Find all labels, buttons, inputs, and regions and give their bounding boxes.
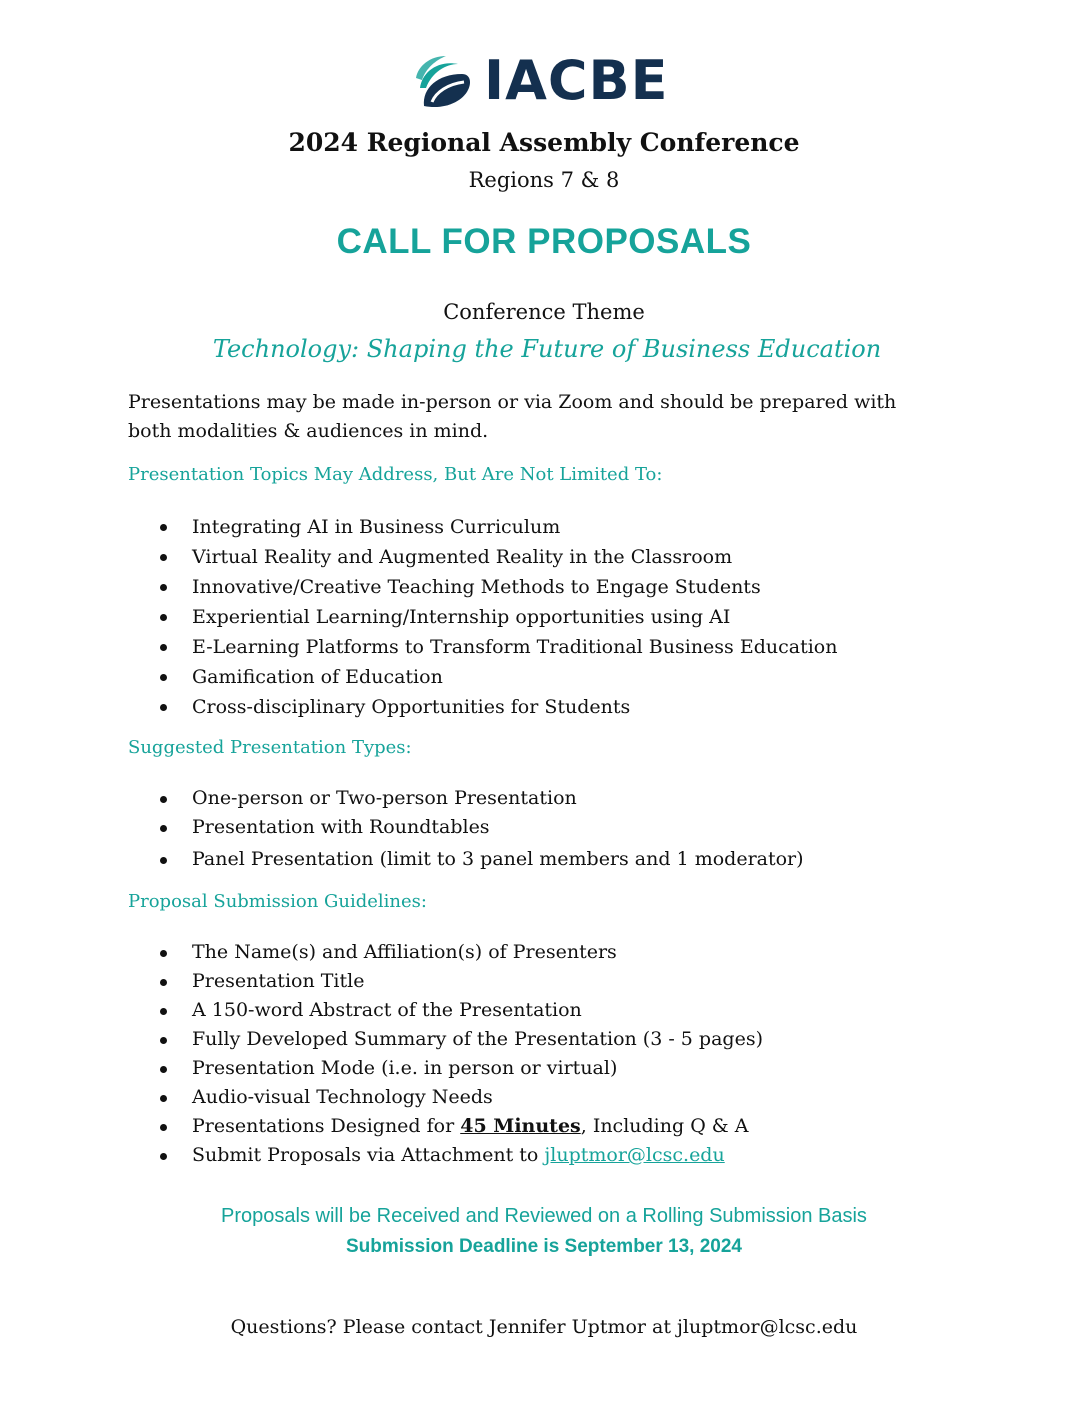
list-item-submit [160,1141,763,1170]
list-item: The Name(s) and Affiliation(s) of Presenters [160,938,763,967]
topics-heading: Presentation Topics May Address, But Are Not Limited To: [128,464,663,485]
conference-theme: Technology: Shaping the Future of Business Education [212,335,882,363]
conference-title: 2024 Regional Assembly Conference [288,128,800,157]
list-item: Virtual Reality and Augmented Reality in the Classroom [160,542,837,572]
intro-paragraph: Presentations may be made in-person or via Zoom and should be prepared with both modalities & audiences in mind. [128,391,897,442]
list-item: Presentation with Roundtables [160,813,804,842]
questions-contact: Questions? Please contact Jennifer Uptmor at jluptmor@lcsc.edu [230,1316,858,1338]
list-item: E-Learning Platforms to Transform Traditional Business Education [160,632,837,662]
submit-prefix: Submit Proposals via Attachment to [192,1144,545,1166]
rolling-submission-note: Proposals will be Received and Reviewed on a Rolling Submission Basis [221,1205,867,1227]
list-item: A 150-word Abstract of the Presentation [160,996,763,1025]
duration-suffix: , Including Q & A [580,1115,749,1137]
conference-regions: Regions 7 & 8 [468,168,620,192]
iacbe-leaf-icon [410,48,476,114]
list-item: Presentation Title [160,967,763,996]
submit-email-link[interactable]: jluptmor@lcsc.edu [544,1144,725,1166]
call-for-proposals-heading: CALL FOR PROPOSALS [336,222,752,261]
list-item: Experiential Learning/Internship opportunities using AI [160,602,837,632]
list-item: Cross-disciplinary Opportunities for Students [160,692,837,722]
list-item: Gamification of Education [160,662,837,692]
list-item: Panel Presentation (limit to 3 panel members and 1 moderator) [160,845,804,874]
guidelines-heading: Proposal Submission Guidelines: [128,891,427,912]
types-heading: Suggested Presentation Types: [128,737,412,758]
types-list [160,784,804,874]
list-item: Fully Developed Summary of the Presentation (3 - 5 pages) [160,1025,763,1054]
logo-wordmark: IACBE [484,49,669,112]
guidelines-list [160,938,763,1170]
submission-deadline: Submission Deadline is September 13, 2024 [346,1236,742,1257]
duration-value: 45 Minutes [460,1115,581,1137]
topics-list [160,512,837,722]
duration-prefix: Presentations Designed for [192,1115,461,1137]
list-item: One-person or Two-person Presentation [160,784,804,813]
list-item: Audio-visual Technology Needs [160,1083,763,1112]
list-item-duration [160,1112,763,1141]
iacbe-logo [410,48,676,114]
list-item: Integrating AI in Business Curriculum [160,512,837,542]
list-item: Presentation Mode (i.e. in person or virtual) [160,1054,763,1083]
theme-label: Conference Theme [443,300,645,324]
list-item: Innovative/Creative Teaching Methods to Engage Students [160,572,837,602]
